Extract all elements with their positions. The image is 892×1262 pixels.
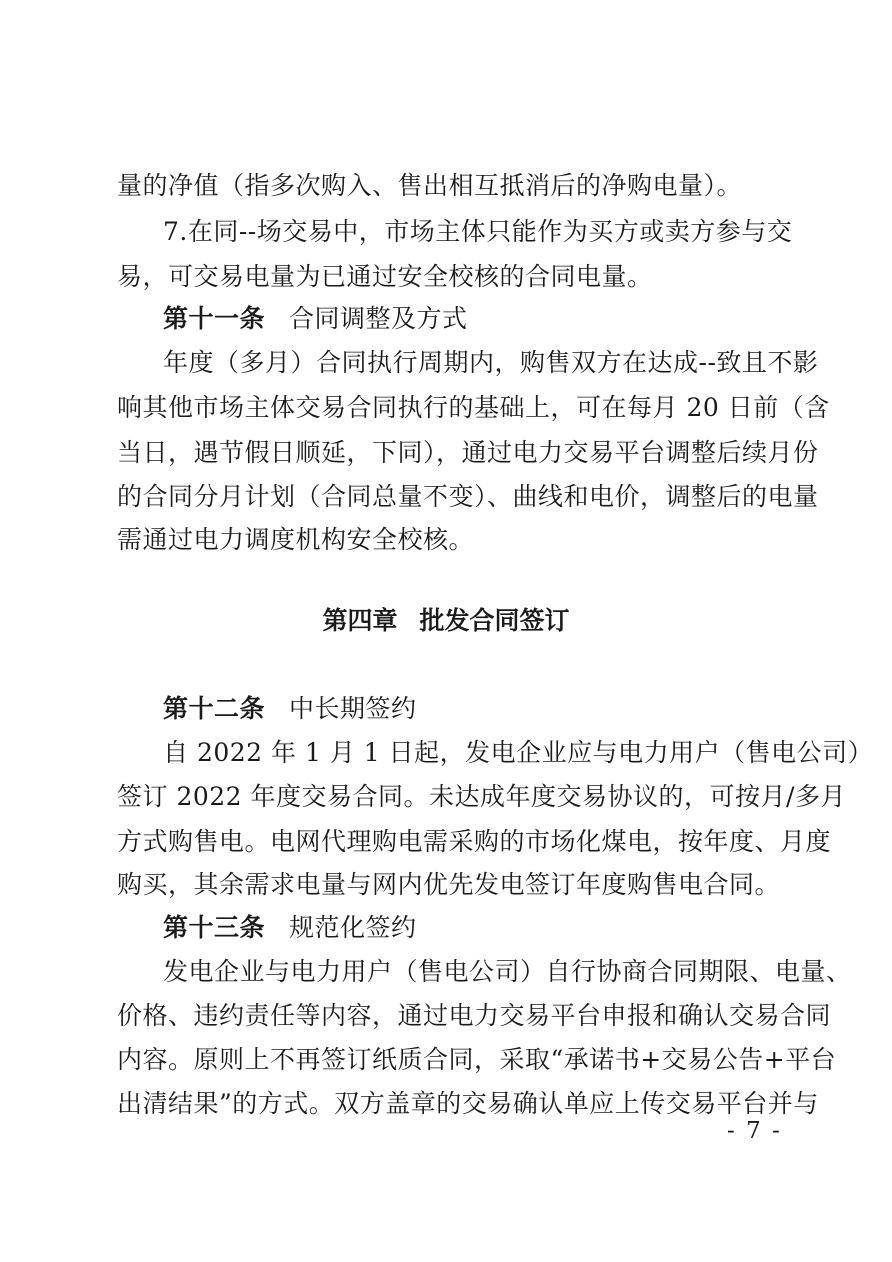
body-line: 的合同分月计划（合同总量不变）、曲线和电价，调整后的电量 — [117, 482, 819, 511]
article-heading — [163, 692, 417, 726]
body-line: 年度（多月）合同执行周期内，购售双方在达成--致且不影 — [163, 348, 819, 377]
article-number: 第十二条 — [163, 694, 266, 723]
body-line: 当日，遇节假日顺延，下同），通过电力交易平台调整后续月份 — [117, 438, 819, 467]
page-number: - 7 - — [727, 1118, 782, 1144]
article-number: 第十三条 — [163, 913, 266, 942]
chapter-title: 批发合同签订 — [419, 606, 570, 635]
article-name: 合同调整及方式 — [289, 304, 468, 333]
body-line: 响其他市场主体交易合同执行的基础上，可在每月 20 日前（含 — [117, 393, 830, 422]
body-line: 发电企业与电力用户（售电公司）自行协商合同期限、电量、 — [163, 957, 852, 986]
article-name: 中长期签约 — [289, 694, 417, 723]
chapter-heading — [0, 604, 892, 638]
article-number: 第十一条 — [163, 304, 266, 333]
body-line: 出清结果”的方式。双方盖章的交易确认单应上传交易平台并与 — [117, 1089, 819, 1118]
body-line: 方式购售电。电网代理购电需采购的市场化煤电，按年度、月度 — [117, 827, 832, 856]
body-line: 签订 2022 年度交易合同。未达成年度交易协议的，可按月/多月 — [117, 782, 846, 811]
body-line: 自 2022 年 1 月 1 日起，发电企业应与电力用户（售电公司） — [163, 738, 874, 767]
article-heading — [163, 911, 417, 945]
body-line: 量的净值（指多次购入、售出相互抵消后的净购电量）。 — [117, 171, 743, 200]
body-line: 内容。原则上不再签订纸质合同，采取“承诺书+交易公告+平台 — [117, 1045, 837, 1074]
body-line: 价格、违约责任等内容，通过电力交易平台申报和确认交易合同 — [117, 1001, 832, 1030]
article-heading — [163, 302, 468, 336]
article-name: 规范化签约 — [289, 913, 417, 942]
body-line: 7.在同--场交易中，市场主体只能作为买方或卖方参与交 — [163, 217, 793, 246]
body-line: 易，可交易电量为已通过安全校核的合同电量。 — [117, 262, 653, 291]
chapter-number: 第四章 — [322, 606, 398, 635]
body-line: 需通过电力调度机构安全校核。 — [117, 525, 475, 554]
body-line: 购买，其余需求电量与网内优先发电签订年度购售电合同。 — [117, 870, 781, 899]
